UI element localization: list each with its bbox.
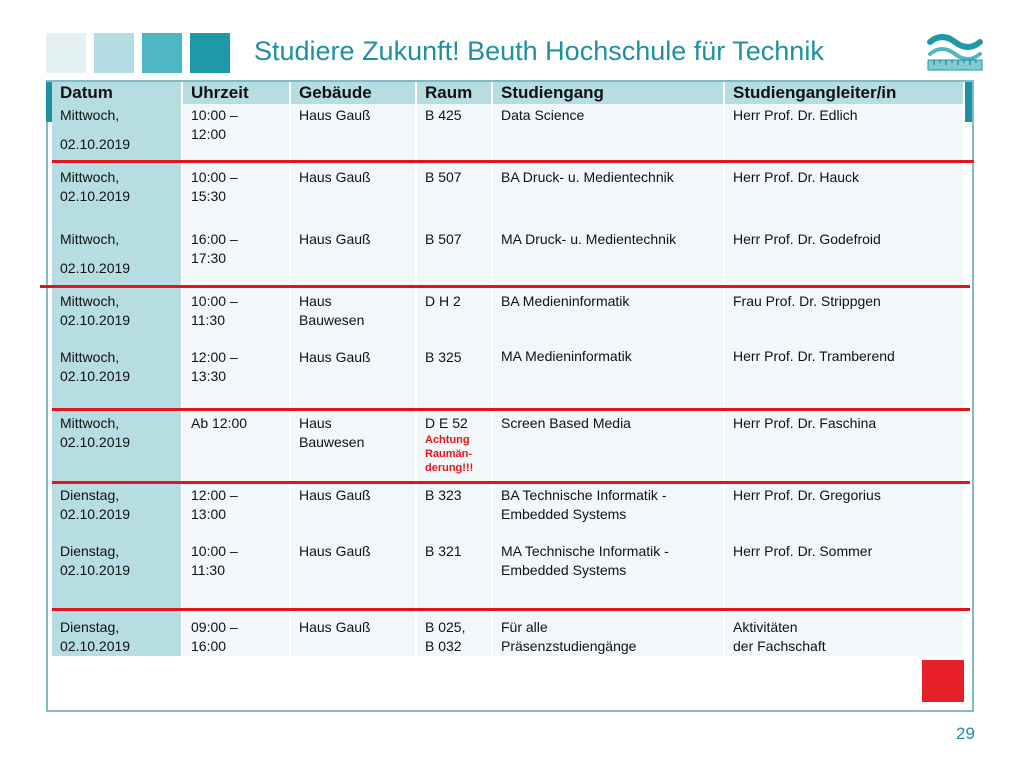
- cell-raum: [416, 164, 492, 226]
- studiengang-line: Für alle: [501, 619, 548, 635]
- uhrzeit-line: 11:30: [191, 312, 225, 328]
- cell-gebaeude: [290, 226, 416, 288]
- cell-studiengang: [492, 104, 724, 164]
- studiengang-line: Screen Based Media: [501, 415, 631, 431]
- studiengang-line: BA Medieninformatik: [501, 293, 630, 309]
- leiter-line: Herr Prof. Dr. Hauck: [733, 169, 860, 185]
- datum-line: 02.10.2019: [60, 562, 131, 578]
- datum-line: Dienstag,: [60, 619, 120, 635]
- uhrzeit-line: 17:30: [191, 250, 227, 266]
- cell-studiengang: [492, 614, 724, 656]
- cell-uhrzeit: [182, 410, 290, 482]
- cell-uhrzeit: [182, 104, 290, 164]
- cell-studiengang: [492, 164, 724, 226]
- datum-line: 02.10.2019: [60, 368, 131, 384]
- beuth-logo-icon: [924, 30, 986, 78]
- studiengang-line: Präsenzstudiengänge: [501, 638, 637, 654]
- room-change-warning: Achtung: [425, 434, 470, 446]
- cell-gebaeude: [290, 164, 416, 226]
- gebaeude-line: Haus Gauß: [299, 107, 371, 123]
- uhrzeit-line: Ab 12:00: [191, 415, 248, 431]
- studiengang-line: BA Technische Informatik -: [501, 487, 667, 503]
- datum-line: Mittwoch,: [60, 231, 120, 247]
- cell-datum: [52, 288, 182, 410]
- uhrzeit-line: 12:00 –: [191, 487, 238, 503]
- studiengang-line: Embedded Systems: [501, 506, 627, 522]
- page-number: 29: [956, 724, 975, 743]
- header-square-3: [142, 33, 182, 73]
- studiengang-line: Data Science: [501, 107, 585, 123]
- cell-raum: [416, 410, 492, 482]
- cell-gebaeude: [290, 482, 416, 614]
- col-header-uhrzeit: Uhrzeit: [182, 82, 290, 104]
- separator-line: [52, 408, 970, 411]
- gebaeude-line: Haus Gauß: [299, 349, 371, 365]
- room-change-warning: Raumän-: [425, 448, 473, 460]
- cell-uhrzeit: [182, 226, 290, 288]
- table-row: [52, 226, 964, 288]
- raum-line: B 507: [425, 231, 462, 247]
- raum-line: B 507: [425, 169, 462, 185]
- datum-line: 02.10.2019: [60, 506, 131, 522]
- datum-line: 02.10.2019: [60, 312, 131, 328]
- cell-studiengang: [492, 288, 724, 410]
- cell-studiengang: [492, 410, 724, 482]
- datum-line: Mittwoch,: [60, 107, 120, 123]
- studiengang-line: BA Druck- u. Medientechnik: [501, 169, 674, 185]
- leiter-line: Frau Prof. Dr. Strippgen: [733, 293, 881, 309]
- uhrzeit-line: 11:30: [191, 562, 225, 578]
- col-header-leiter: Studiengangleiter/in: [724, 82, 964, 104]
- gebaeude-line: Bauwesen: [299, 312, 365, 328]
- leiter-line: Herr Prof. Dr. Faschina: [733, 415, 877, 431]
- datum-line: Dienstag,: [60, 543, 120, 559]
- uhrzeit-line: 10:00 –: [191, 293, 238, 309]
- gebaeude-line: Haus: [299, 293, 332, 309]
- cell-raum: [416, 288, 492, 410]
- raum-line: B 425: [425, 107, 462, 123]
- cell-gebaeude: [290, 104, 416, 164]
- col-header-gebaeude: Gebäude: [290, 82, 416, 104]
- page-title: Studiere Zukunft! Beuth Hochschule für Technik: [254, 36, 824, 66]
- cell-datum: [52, 104, 182, 164]
- cell-uhrzeit: [182, 482, 290, 614]
- cell-datum: [52, 614, 182, 656]
- studiengang-line: Embedded Systems: [501, 562, 627, 578]
- datum-line: Mittwoch,: [60, 415, 120, 431]
- cell-raum: [416, 226, 492, 288]
- raum-line: D E 52: [425, 415, 468, 431]
- gebaeude-line: Haus Gauß: [299, 231, 371, 247]
- cell-gebaeude: [290, 288, 416, 410]
- leiter-line: Herr Prof. Dr. Godefroid: [733, 231, 881, 247]
- leiter-line: Herr Prof. Dr. Sommer: [733, 543, 873, 559]
- table-header-row: [52, 82, 964, 104]
- leiter-line: Aktivitäten: [733, 619, 798, 635]
- schedule-table: [52, 82, 965, 656]
- table-row: [52, 614, 964, 656]
- cell-studiengang: [492, 482, 724, 614]
- studiengang-line: MA Medieninformatik: [501, 348, 632, 364]
- leiter-line: Herr Prof. Dr. Gregorius: [733, 487, 881, 503]
- raum-line: D H 2: [425, 293, 461, 309]
- uhrzeit-line: 10:00 –: [191, 169, 238, 185]
- leiter-line: Herr Prof. Dr. Edlich: [733, 107, 858, 123]
- datum-line: Dienstag,: [60, 487, 120, 503]
- col-header-raum: Raum: [416, 82, 492, 104]
- gebaeude-line: Haus Gauß: [299, 169, 371, 185]
- frame-accent-right: [964, 82, 972, 122]
- table-row: [52, 410, 964, 482]
- uhrzeit-line: 12:00 –: [191, 349, 238, 365]
- raum-line: B 032: [425, 638, 462, 654]
- separator-line: [52, 160, 974, 163]
- room-change-warning: derung!!!: [425, 462, 474, 474]
- cell-leiter: [724, 164, 964, 226]
- datum-line: 02.10.2019: [60, 188, 131, 204]
- cell-gebaeude: [290, 410, 416, 482]
- cell-leiter: [724, 226, 964, 288]
- red-square-marker: [922, 660, 964, 702]
- cell-leiter: [724, 288, 964, 410]
- cell-leiter: [724, 104, 964, 164]
- studiengang-line: MA Technische Informatik -: [501, 543, 669, 559]
- cell-datum: [52, 164, 182, 226]
- uhrzeit-line: 16:00 –: [191, 231, 238, 247]
- table-row: [52, 104, 964, 164]
- leiter-line: der Fachschaft: [733, 638, 826, 654]
- studiengang-line: MA Druck- u. Medientechnik: [501, 231, 677, 247]
- uhrzeit-line: 12:00: [191, 126, 227, 142]
- table-row: [52, 482, 964, 614]
- header-square-4: [190, 33, 230, 73]
- datum-line: 02.10.2019: [60, 434, 131, 450]
- uhrzeit-line: 10:00 –: [191, 543, 238, 559]
- cell-raum: [416, 614, 492, 656]
- gebaeude-line: Haus Gauß: [299, 619, 371, 635]
- datum-line: Mittwoch,: [60, 169, 120, 185]
- col-header-studiengang: Studiengang: [492, 82, 724, 104]
- cell-leiter: [724, 482, 964, 614]
- gebaeude-line: Haus Gauß: [299, 487, 371, 503]
- separator-line: [52, 608, 970, 611]
- uhrzeit-line: 13:00: [191, 506, 227, 522]
- gebaeude-line: Bauwesen: [299, 434, 365, 450]
- cell-uhrzeit: [182, 164, 290, 226]
- separator-line: [40, 285, 970, 288]
- uhrzeit-line: 10:00 –: [191, 107, 238, 123]
- cell-studiengang: [492, 226, 724, 288]
- cell-raum: [416, 104, 492, 164]
- cell-gebaeude: [290, 614, 416, 656]
- table-row: [52, 288, 964, 410]
- uhrzeit-line: 16:00: [191, 638, 227, 654]
- cell-uhrzeit: [182, 614, 290, 656]
- datum-line: Mittwoch,: [60, 293, 120, 309]
- cell-datum: [52, 410, 182, 482]
- cell-uhrzeit: [182, 288, 290, 410]
- header-square-2: [94, 33, 134, 73]
- datum-line: 02.10.2019: [60, 638, 131, 654]
- cell-datum: [52, 226, 182, 288]
- cell-leiter: [724, 614, 964, 656]
- cell-leiter: [724, 410, 964, 482]
- raum-line: B 325: [425, 349, 462, 365]
- leiter-line: Herr Prof. Dr. Tramberend: [733, 348, 895, 364]
- gebaeude-line: Haus Gauß: [299, 543, 371, 559]
- raum-line: B 025,: [425, 619, 466, 635]
- raum-line: B 323: [425, 487, 462, 503]
- cell-raum: [416, 482, 492, 614]
- raum-line: B 321: [425, 543, 462, 559]
- datum-line: 02.10.2019: [60, 136, 131, 152]
- header-square-1: [46, 33, 86, 73]
- uhrzeit-line: 09:00 –: [191, 619, 238, 635]
- datum-line: Mittwoch,: [60, 349, 120, 365]
- separator-line: [52, 481, 970, 484]
- cell-datum: [52, 482, 182, 614]
- table-row: [52, 164, 964, 226]
- gebaeude-line: Haus: [299, 415, 332, 431]
- uhrzeit-line: 13:30: [191, 368, 227, 384]
- uhrzeit-line: 15:30: [191, 188, 227, 204]
- col-header-datum: Datum: [52, 82, 182, 104]
- datum-line: 02.10.2019: [60, 260, 131, 276]
